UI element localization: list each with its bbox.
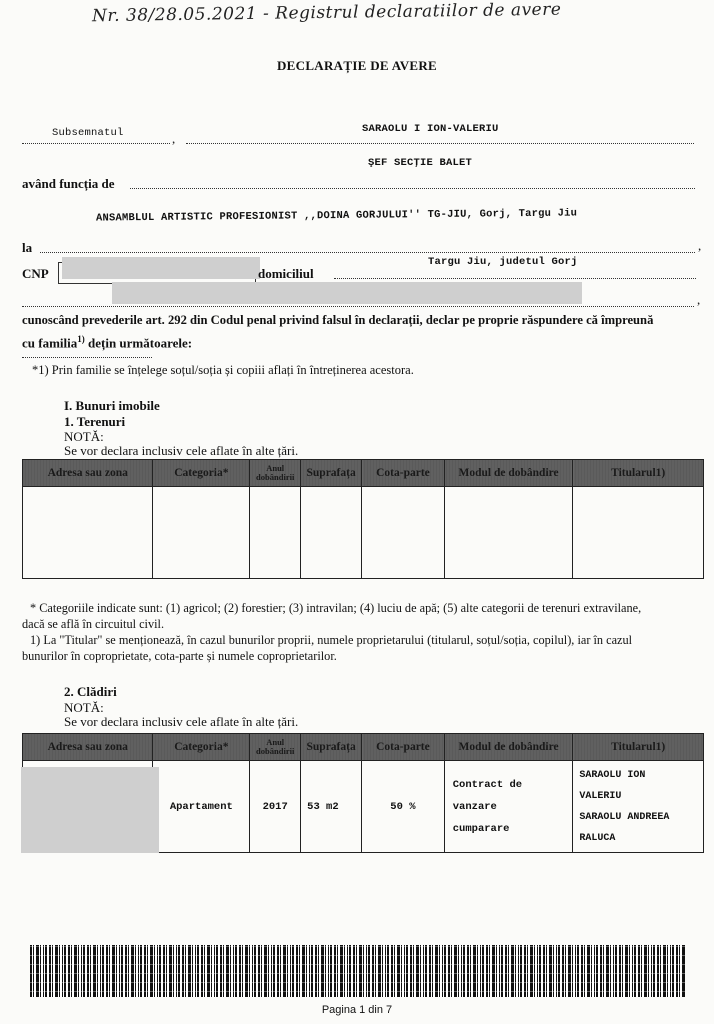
col-header-surface: Suprafața	[301, 734, 362, 761]
category-footnote: * Categoriile indicate sunt: (1) agricol; (2) forestier; (3) intravilan; (4) luciu de apă; (5) alte categorii de terenuri extravilane,	[30, 601, 642, 615]
owner-cell: SARAOLU ION VALERIU SARAOLU ANDREEA RALUCA	[573, 761, 704, 853]
barcode	[30, 945, 685, 997]
acquisition-cell: Contract de vanzare cumparare	[444, 761, 573, 853]
year-cell: 2017	[250, 761, 301, 853]
land-table	[22, 459, 704, 579]
table-row	[23, 761, 704, 853]
surface-cell: 53 m2	[301, 761, 362, 853]
comma: ,	[698, 238, 702, 253]
dotted-line	[40, 252, 695, 253]
section-2-subheading: 2. Clădiri	[64, 684, 117, 699]
col-header-year: Anul dobândirii	[250, 460, 301, 487]
dotted-line	[334, 278, 696, 279]
col-header-acquisition: Modul de dobândire	[444, 734, 573, 761]
section-2-nota: NOTĂ:	[64, 700, 104, 715]
comma: ,	[172, 131, 176, 146]
la-label: la	[22, 240, 33, 255]
dotted-line	[186, 143, 694, 144]
col-header-address: Adresa sau zona	[23, 460, 153, 487]
col-header-share: Cota-parte	[362, 734, 445, 761]
dotted-line	[22, 306, 694, 307]
functia-label: având funcția de	[22, 176, 115, 191]
buildings-table	[22, 733, 704, 853]
domiciliul-label: domiciliul	[258, 266, 314, 281]
address-redacted	[21, 767, 159, 853]
table-row	[23, 487, 704, 579]
address-cell	[23, 761, 153, 853]
declarant-function: ŞEF SECŢIE BALET	[368, 157, 473, 169]
comma: ,	[697, 292, 701, 307]
col-header-owner: Titularul1)	[573, 734, 704, 761]
col-header-year: Anul dobândirii	[250, 734, 301, 761]
domicile-city: Targu Jiu, judetul Gorj	[428, 256, 578, 268]
dotted-line	[22, 357, 152, 358]
col-header-surface: Suprafața	[301, 460, 362, 487]
declarant-name: SARAOLU I ION-VALERIU	[362, 123, 499, 135]
page-number: Pagina 1 din 7	[321, 1004, 393, 1016]
col-header-category: Categoria*	[153, 734, 250, 761]
statement-line-2: cu familia$^{1)}$ dețin următoarele:	[22, 334, 193, 351]
section-1-subheading: 1. Terenuri	[64, 414, 126, 429]
col-header-share: Cota-parte	[362, 460, 445, 487]
section-1-heading: I. Bunuri imobile	[64, 398, 160, 413]
document-title: DECLARAȚIE DE AVERE	[276, 58, 438, 73]
subsemnatul-label: Subsemnatul	[52, 127, 124, 139]
cnp-label: CNP	[22, 266, 49, 281]
share-cell: 50 %	[362, 761, 445, 853]
section-1-nota: NOTĂ:	[64, 429, 104, 444]
address-redacted	[112, 282, 582, 304]
col-header-owner: Titularul1)	[573, 460, 704, 487]
owner-footnote: 1) La "Titular" se menționează, în cazul bunurilor proprii, numele proprietarului (titularul, soțul/soția, copilul), iar în cazul	[30, 633, 633, 647]
handwritten-registry-note: Nr. 38/28.05.2021 - Registrul declaratiilor de avere	[91, 0, 562, 27]
category-cell: Apartament	[153, 761, 250, 853]
dotted-line	[22, 143, 170, 144]
col-header-category: Categoria*	[153, 460, 250, 487]
cnp-redacted	[62, 257, 260, 279]
col-header-address: Adresa sau zona	[23, 734, 153, 761]
col-header-acquisition: Modul de dobândire	[444, 460, 573, 487]
category-footnote-2: dacă se află în circuitul civil.	[22, 617, 165, 631]
declarant-institution: ANSAMBLUL ARTISTIC PROFESIONIST ,,DOINA GORJULUI'' TG-JIU, Gorj, Targu Jiu	[95, 207, 578, 225]
section-2-nota-text: Se vor declara inclusiv cele aflate în alte țări.	[64, 714, 299, 729]
family-note: *1) Prin familie se înțelege soțul/soția și copiii aflați în întreținerea acestora.	[32, 363, 414, 377]
statement-line-1: cunoscând prevederile art. 292 din Codul penal privind falsul în declarații, declar pe proprie răspundere că împreună	[22, 313, 654, 327]
section-1-nota-text: Se vor declara inclusiv cele aflate în alte țări.	[64, 443, 299, 458]
dotted-line	[130, 188, 695, 189]
owner-footnote-2: bunurilor în coproprietate, cota-parte și numele coproprietarilor.	[22, 649, 337, 663]
